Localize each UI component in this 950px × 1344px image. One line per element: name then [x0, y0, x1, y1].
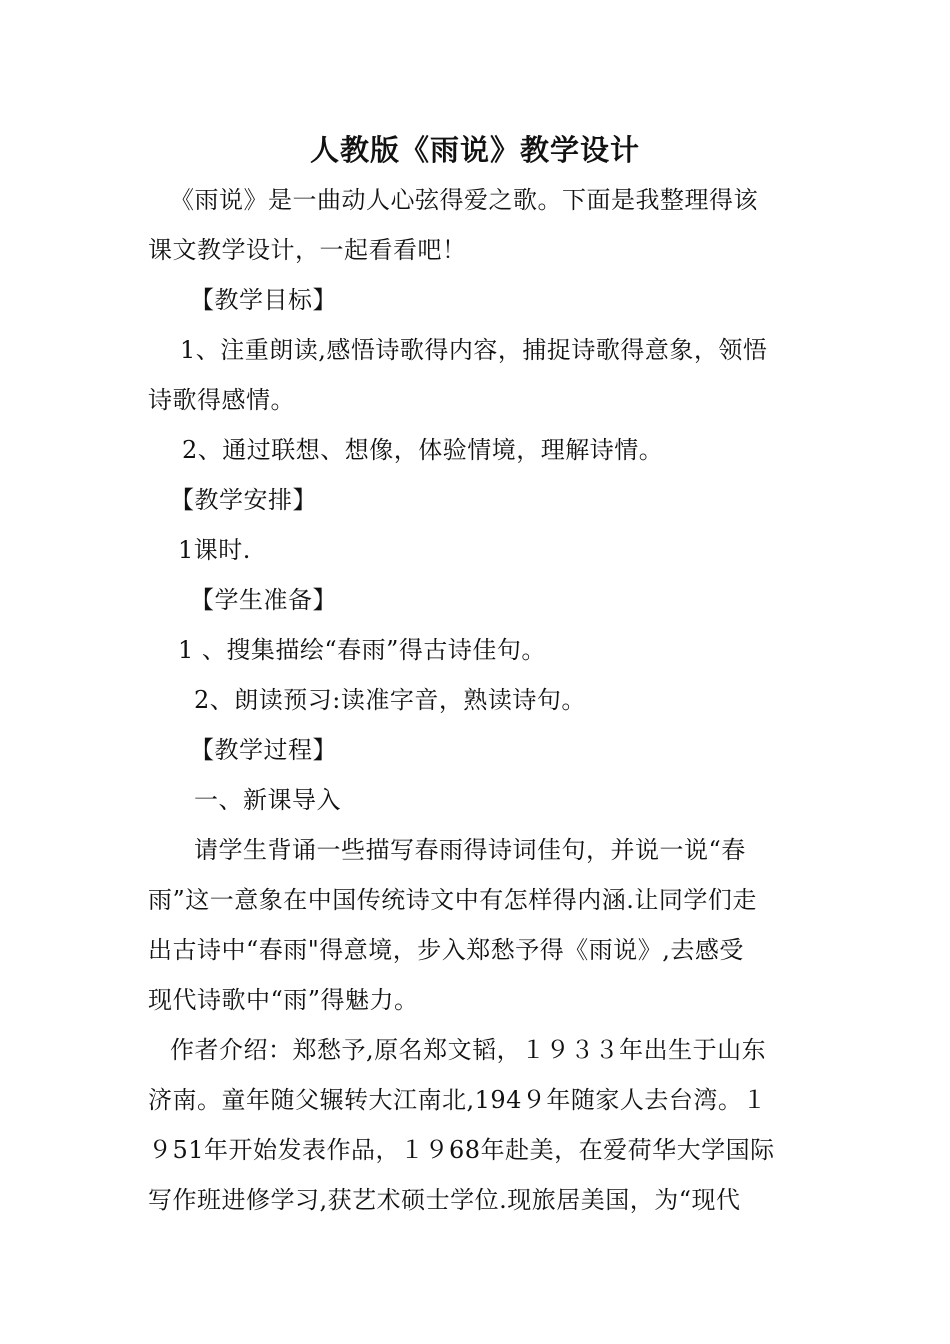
- section-heading: 【学生准备】: [190, 586, 337, 614]
- paragraph-line: 作者介绍：郑愁予,原名郑文韬，１９３３年出生于山东: [170, 1036, 767, 1064]
- paragraph-line: 1课时.: [178, 536, 251, 564]
- paragraph-line: 课文教学设计，一起看看吧！: [148, 236, 467, 264]
- paragraph-line: ９51年开始发表作品，１９68年赴美，在爱荷华大学国际: [148, 1136, 775, 1164]
- section-heading: 【教学过程】: [190, 736, 337, 764]
- section-heading: 【教学目标】: [190, 286, 337, 314]
- subsection-heading: 一、新课导入: [194, 786, 341, 814]
- paragraph-line: 1、注重朗读,感悟诗歌得内容，捕捉诗歌得意象，领悟: [180, 336, 768, 364]
- paragraph-line: 《雨说》是一曲动人心弦得爱之歌。下面是我整理得该: [170, 186, 758, 214]
- paragraph-line: 济南。童年随父辗转大江南北,194９年随家人去台湾。１: [148, 1086, 767, 1114]
- document-title: 人教版《雨说》教学设计: [309, 133, 640, 167]
- paragraph-line: 2、通过联想、想像，体验情境，理解诗情。: [182, 436, 664, 464]
- paragraph-line: 出古诗中“春雨"得意境，步入郑愁予得《雨说》,去感受: [148, 936, 744, 964]
- paragraph-line: 写作班进修学习,获艺术硕士学位.现旅居美国，为“现代: [148, 1186, 741, 1214]
- paragraph-line: 雨”这一意象在中国传统诗文中有怎样得内涵.让同学们走: [148, 886, 757, 914]
- paragraph-line: 请学生背诵一些描写春雨得诗词佳句，并说一说“春: [194, 836, 746, 864]
- paragraph-line: 1 、搜集描绘“春雨”得古诗佳句。: [178, 636, 546, 664]
- paragraph-line: 诗歌得感情。: [148, 386, 295, 414]
- paragraph-line: 现代诗歌中“雨”得魅力。: [148, 986, 419, 1014]
- paragraph-line: 2、朗读预习:读准字音，熟读诗句。: [194, 686, 586, 714]
- section-heading: 【教学安排】: [170, 486, 317, 514]
